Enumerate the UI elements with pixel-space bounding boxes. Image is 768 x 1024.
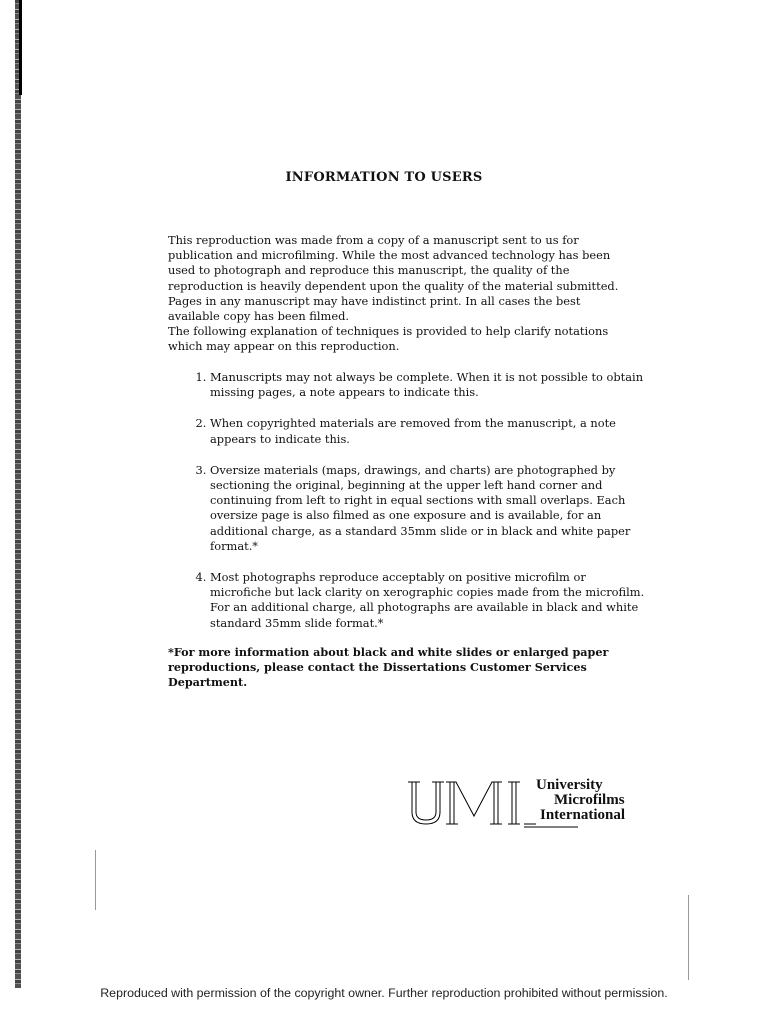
umi-line-university: University [536,777,603,793]
list-item: 2. When copyrighted materials are removed from the manuscript, a note appears to indicate this. [210,416,650,446]
page-title: INFORMATION TO USERS [285,170,483,185]
scan-edge-artifact [15,0,21,988]
scan-edge-bar [19,0,22,95]
footnote: *For more information about black and white slides or enlarged paper reproductions, please contact the Dissertations Customer Services Department. [168,645,609,689]
list-item: 3. Oversize materials (maps, drawings, and charts) are photographed by sectioning the original, beginning at the upper left hand corner and continuing from left to right in equal sections with small overlaps. Each oversize page is also filmed as one exposure and is available, for an additional charge, as a standard 35mm slide or in black and white paper format.* [210,463,650,554]
umi-line-international: International [540,807,626,823]
copyright-footer: Reproduced with permission of the copyright owner. Further reproduction prohibited without permission. [100,986,668,1000]
scan-speck [95,850,96,910]
scan-speck [688,895,689,980]
list-item: 4. Most photographs reproduce acceptably on positive microfilm or microfiche but lack clarity on xerographic copies made from the microfilm. For an additional charge, all photographs are available in black and white standard 35mm slide format.* [210,570,650,631]
intro-paragraph: This reproduction was made from a copy of a manuscript sent to us for publication and microfilming. While the most advanced technology has been used to photograph and reproduce this manuscript, the quality of the reproduction is heavily dependent upon the quality of the material submitted. Pages in any manuscript may have indistinct print. In all cases the best available copy has been filmed. [168,233,619,324]
explanation-paragraph: The following explanation of techniques is provided to help clarify notations which may appear on this reproduction. [168,324,609,354]
list-item: 1. Manuscripts may not always be complete. When it is not possible to obtain missing pages, a note appears to indicate this. [210,370,650,400]
umi-wordmark [536,778,656,823]
umi-line-microfilms: Microfilms [554,792,625,808]
notation-list [192,370,650,647]
